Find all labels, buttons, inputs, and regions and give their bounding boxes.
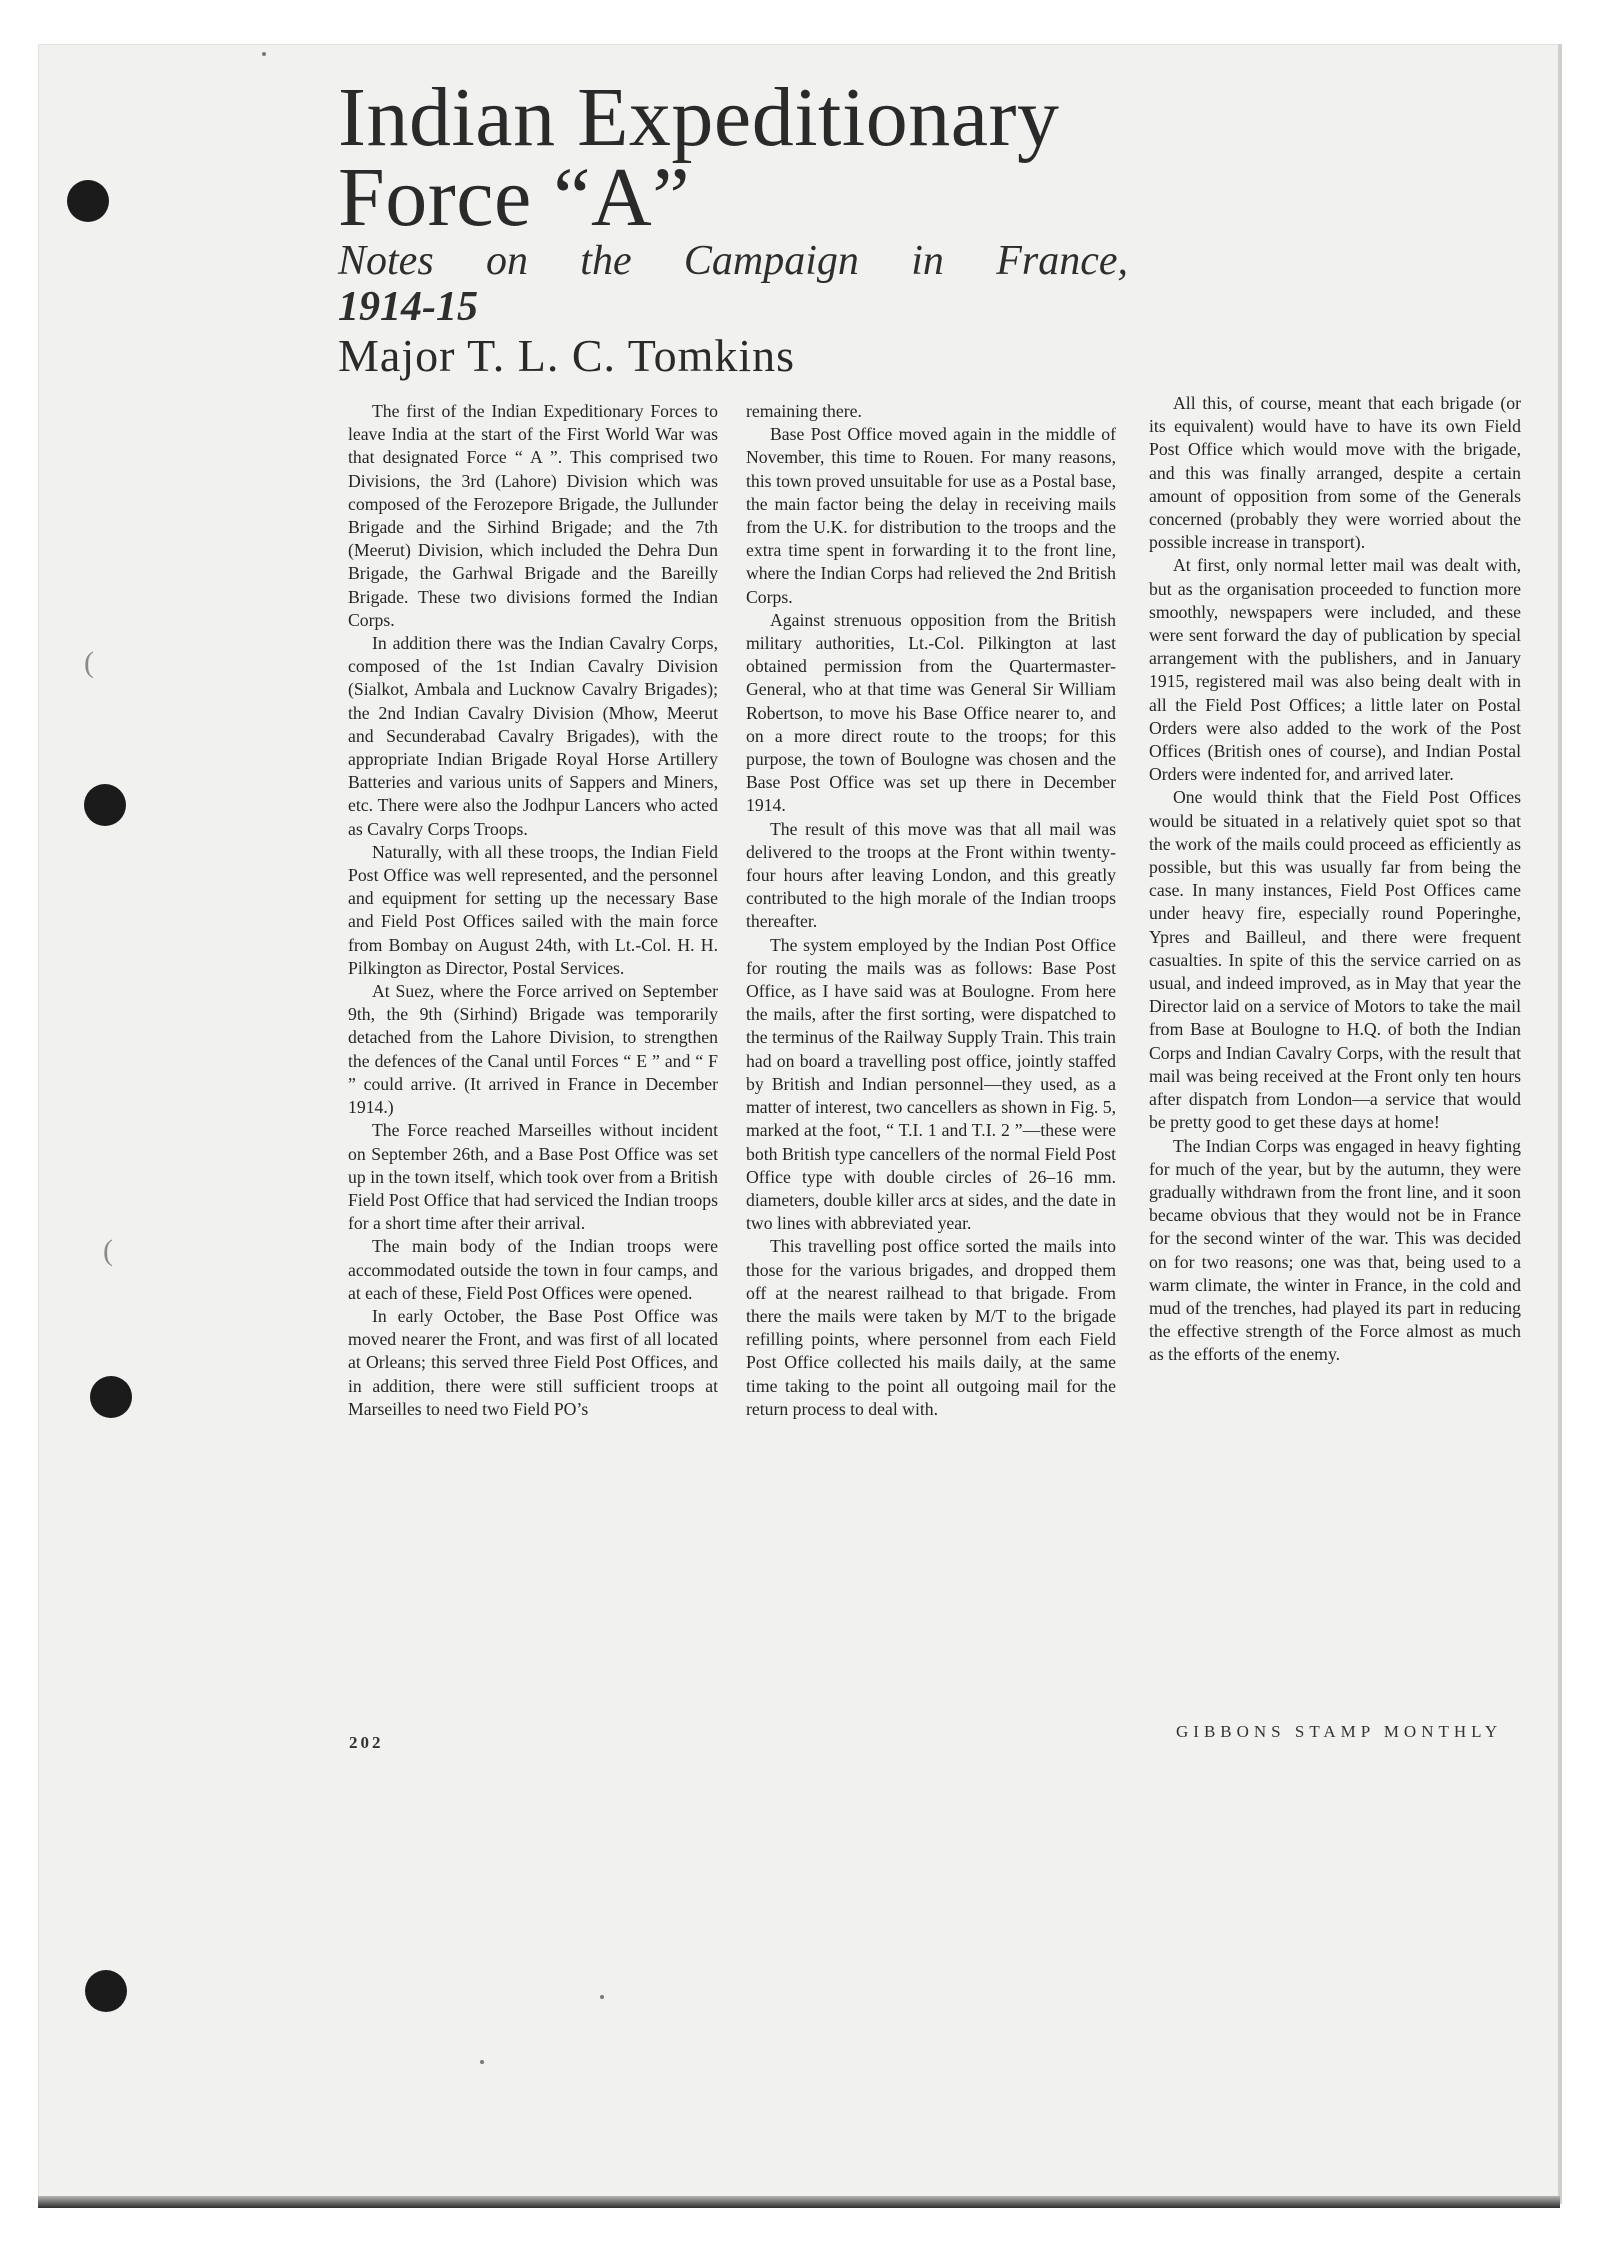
- page-bottom-shadow: [38, 2196, 1560, 2208]
- paragraph: In early October, the Base Post Office was moved nearer the Front, and was first of all located at Orleans; this served three Field Post Offices, and in addition, there were still sufficient troops at Marseilles to need two Field PO’s: [348, 1305, 718, 1419]
- margin-bracket-mark: (: [84, 646, 94, 679]
- paragraph: In addition there was the Indian Cavalry Corps, composed of the 1st Indian Cavalry Division (Sialkot, Ambala and Lucknow Cavalry Brigades); the 2nd Indian Cavalry Division (Mhow, Meerut and Secunderabad Cavalry Brigades), with the appropriate Indian Brigade Royal Horse Artillery Batteries and various units of Sappers and Miners, etc. There were also the Jodhpur Lancers who acted as Cavalry Corps Troops.: [348, 633, 718, 839]
- paragraph: This travelling post office sorted the mails into those for the various brigades, and dropped them off at the nearest railhead to that brigade. From there the mails were taken by M/T to the brigade refilling points, where personnel from each Field Post Office collected his mails daily, at the same time taking to the point all outgoing mail for the return process to deal with.: [746, 1236, 1116, 1419]
- scan-speck: [480, 2060, 484, 2064]
- article-title: [338, 71, 1060, 244]
- paragraph: One would think that the Field Post Offices would be situated in a relatively quiet spot so that the work of the mails could proceed as efficiently as possible, but this was usually far from being the case. In many instances, Field Post Offices came under heavy fire, especially round Poperinghe, Ypres and Bailleul, and there were frequent casualties. In spite of this the service carried on as usual, and indeed improved, as in May that year the Director laid on a service of Motors to take the mail from Base at Boulogne to H.Q. of both the Indian Corps and Indian Cavalry Corps, with the result that mail was being received at the Front only ten hours after dispatch from London—a service that would be pretty good to get these days at home!: [1149, 787, 1521, 1133]
- article-title-line-1: Indian Expeditionary: [338, 71, 1060, 164]
- paragraph: The result of this move was that all mail was delivered to the troops at the Front within twenty-four hours after leaving London, and this greatly contributed to the high morale of the Indian troops thereafter.: [746, 818, 1116, 932]
- page-edge-shadow: [1558, 44, 1562, 2204]
- scan-speck: [600, 1995, 604, 1999]
- page-number: 202: [349, 1733, 384, 1752]
- paragraph: The Indian Corps was engaged in heavy fighting for much of the year, but by the autumn, they were gradually withdrawn from the front line, and it soon became obvious that they would not be in France for the second winter of the war. This was decided on for two reasons; one was that, being used to a warm climate, the winter in France, in the cold and mud of the trenches, had played its part in reducing the effective strength of the Force almost as much as the efforts of the enemy.: [1149, 1135, 1521, 1365]
- scan-speck: [262, 52, 266, 56]
- paragraph: All this, of course, meant that each brigade (or its equivalent) would have to have its own Field Post Office which would move with the brigade, and this was finally arranged, despite a certain amount of opposition from some of the Generals concerned (probably they were worried about the possible increase in transport).: [1149, 393, 1521, 553]
- punch-hole-4: [85, 1970, 127, 2012]
- paragraph: The Force reached Marseilles without incident on September 26th, and a Base Post Office was set up in the town itself, which took over from a British Field Post Office that had serviced the Indian troops for a short time after their arrival.: [348, 1120, 718, 1234]
- paragraph: Base Post Office moved again in the middle of November, this time to Rouen. For many reasons, this town proved unsuitable for use as a Postal base, the main factor being the delay in receiving mails from the U.K. for distribution to the troops and the extra time spent in forwarding it to the front line, where the Indian Corps had relieved the 2nd British Corps.: [746, 424, 1116, 607]
- margin-bracket-mark: (: [103, 1234, 113, 1267]
- paragraph: The system employed by the Indian Post Office for routing the mails was as follows: Base Post Office, as I have said was at Boulogne. From here the mails, after the first sorting, were dispatched to the terminus of the Railway Supply Train. This train had on board a travelling post office, jointly staffed by British and Indian personnel—they used, as a matter of interest, two cancellers as shown in Fig. 5, marked at the foot, “ T.I. 1 and T.I. 2 ”—these were both British type cancellers of the normal Field Post Office type with double circles of 26–16 mm. diameters, double killer arcs at sides, and the date in two lines with abbreviated year.: [746, 934, 1116, 1234]
- punch-hole-1: [67, 180, 109, 222]
- punch-hole-3: [90, 1376, 132, 1418]
- text-column-1: [348, 400, 718, 1421]
- punch-hole-2: [84, 784, 126, 826]
- article-title-line-2: Force “A”: [338, 151, 690, 244]
- publication-name: GIBBONS STAMP MONTHLY: [1176, 1722, 1503, 1741]
- text-column-2: [746, 400, 1116, 1421]
- paragraph-continuation: remaining there.: [746, 401, 862, 421]
- text-column-3: [1149, 392, 1521, 1367]
- paragraph: At Suez, where the Force arrived on September 9th, the 9th (Sirhind) Brigade was temporarily detached from the Lahore Division, to strengthen the defences of the Canal until Forces “ E ” and “ F ” could arrive. (It arrived in France in December 1914.): [348, 981, 718, 1118]
- paragraph: Against strenuous opposition from the British military authorities, Lt.-Col. Pilkington at last obtained permission from the Quartermaster-General, who at that time was General Sir William Robertson, to move his Base Office nearer to, and on a more direct route to the troops; for this purpose, the town of Boulogne was chosen and the Base Post Office was set up there in December 1914.: [746, 609, 1116, 816]
- article-subtitle-years: 1914-15: [338, 284, 478, 330]
- article-subtitle: Notes on the Campaign in France,: [338, 238, 1128, 284]
- paragraph: The first of the Indian Expeditionary Forces to leave India at the start of the First World War was that designated Force “ A ”. This comprised two Divisions, the 3rd (Lahore) Division which was composed of the Ferozepore Brigade, the Jullunder Brigade and the Sirhind Brigade; and the 7th (Meerut) Division, which included the Dehra Dun Brigade, the Garhwal Brigade and the Bareilly Brigade. These two divisions formed the Indian Corps.: [348, 401, 718, 630]
- paragraph: At first, only normal letter mail was dealt with, but as the organisation proceeded to function more smoothly, newspapers were included, and these were sent forward the day of publication by special arrangement with the publishers, and in January 1915, registered mail was also being dealt with in all the Field Post Offices; a little later on Postal Orders were also added to the work of the Post Offices (British ones of course), and Indian Postal Orders were indented for, and arrived later.: [1149, 555, 1521, 785]
- paragraph: Naturally, with all these troops, the Indian Field Post Office was well represented, and the personnel and equipment for setting up the necessary Base and Field Post Offices sailed with the main force from Bombay on August 24th, with Lt.-Col. H. H. Pilkington as Director, Postal Services.: [348, 841, 718, 978]
- paragraph: The main body of the Indian troops were accommodated outside the town in four camps, and at each of these, Field Post Offices were opened.: [348, 1236, 718, 1303]
- article-author: Major T. L. C. Tomkins: [338, 330, 796, 381]
